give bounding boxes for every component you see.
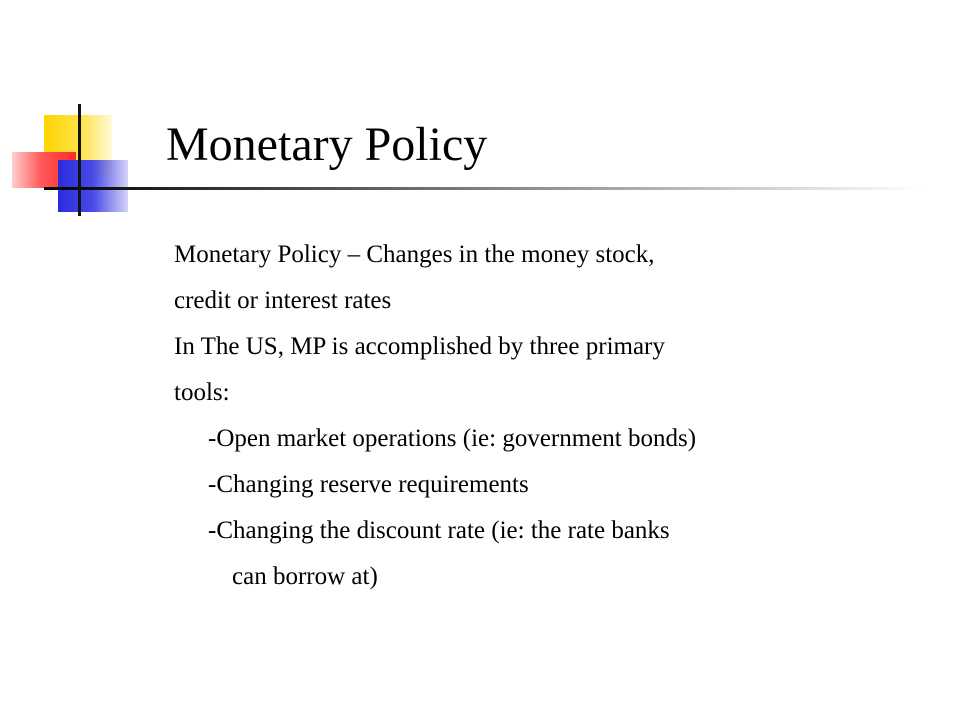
body-line: credit or interest rates	[174, 287, 392, 314]
slide-body	[174, 232, 914, 600]
body-line-tool: -Changing the discount rate (ie: the rate banks	[208, 517, 670, 544]
body-line: tools:	[174, 379, 230, 406]
body-line-tool: -Changing reserve requirements	[208, 471, 529, 498]
blue-square	[58, 160, 128, 212]
body-line: In The US, MP is accomplished by three primary	[174, 333, 665, 360]
vertical-rule	[78, 104, 81, 216]
body-line: Monetary Policy – Changes in the money stock,	[174, 241, 655, 268]
slide-title: Monetary Policy	[166, 118, 488, 171]
body-line-tool: -Open market operations (ie: government bonds)	[208, 425, 697, 452]
title-underline	[44, 187, 924, 190]
body-line-continuation: can borrow at)	[232, 563, 378, 590]
